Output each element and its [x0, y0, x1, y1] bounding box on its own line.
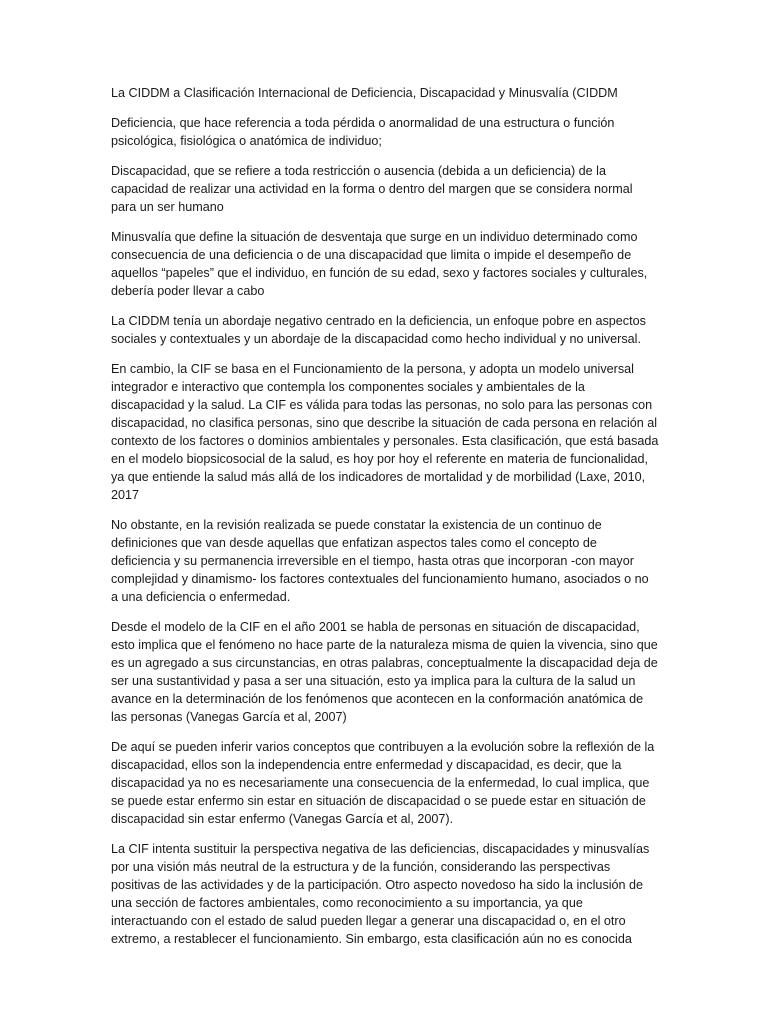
paragraph-cif-funcionamiento: En cambio, la CIF se basa en el Funcionamiento de la persona, y adopta un modelo universal integrador e interactivo que contempla los componentes sociales y ambientales de la discapacidad y la salud. La CIF es válida para todas las personas, no solo para las personas con discapacidad, no clasifica personas, sino que describe la situación de cada persona en relación al contexto de los factores o dominios ambientales y personales. Esta clasificación, que está basada en el modelo biopsicosocial de la salud, es hoy por hoy el referente en materia de funcionalidad, ya que entiende la salud más allá de los indicadores de mortalidad y de morbilidad (Laxe, 2010, 2017 [111, 362, 659, 502]
paragraph-ciddm-abordaje: La CIDDM tenía un abordaje negativo centrado en la deficiencia, un enfoque pobre en aspectos sociales y contextuales y un abordaje de la discapacidad como hecho individual y no universal. [111, 314, 646, 346]
paragraph-discapacidad: Discapacidad, que se refiere a toda restricción o ausencia (debida a un deficiencia) de la capacidad de realizar una actividad en la forma o dentro del margen que se considera normal para un ser humano [111, 164, 633, 214]
paragraph-conceptos: De aquí se pueden inferir varios conceptos que contribuyen a la evolución sobre la reflexión de la discapacidad, ellos son la independencia entre enfermedad y discapacidad, es decir, que la discapacidad ya no es necesariamente una consecuencia de la enfermedad, lo cual implica, que se puede estar enfermo sin estar en situación de discapacidad o se puede estar en situación de discapacidad sin estar enfermo (Vanegas García et al, 2007). [111, 740, 655, 826]
paragraph-modelo-cif-2001: Desde el modelo de la CIF en el año 2001 se habla de personas en situación de discapacidad, esto implica que el fenómeno no hace parte de la naturaleza misma de quien la vivencia, sino que es un agregado a sus circunstancias, en otras palabras, conceptualmente la discapacidad deja de ser una sustantividad y pasa a ser una situación, esto ya implica para la cultura de la salud un avance en la determinación de los fenómenos que acontecen en la conformación anatómica de las personas (Vanegas García et al, 2007) [111, 620, 658, 724]
document-body [111, 84, 659, 960]
paragraph-minusvalia: Minusvalía que define la situación de desventaja que surge en un individuo determinado como consecuencia de una deficiencia o de una discapacidad que limita o impide el desempeño de aquellos “papeles” que el individuo, en función de su edad, sexo y factores sociales y culturales, debería poder llevar a cabo [111, 230, 648, 298]
paragraph-cif-perspectiva: La CIF intenta sustituir la perspectiva negativa de las deficiencias, discapacidades y minusvalías por una visión más neutral de la estructura y de la función, considerando las perspectivas positivas de las actividades y de la participación. Otro aspecto novedoso ha sido la inclusión de una sección de factores ambientales, como reconocimiento a su importancia, ya que interactuando con el estado de salud pueden llegar a generar una discapacidad o, en el otro extremo, a restablecer el funcionamiento. Sin embargo, esta clasificación aún no es conocida [111, 842, 650, 946]
document-title: La CIDDM a Clasificación Internacional de Deficiencia, Discapacidad y Minusvalía (CIDDM [111, 86, 618, 100]
paragraph-no-obstante: No obstante, en la revisión realizada se puede constatar la existencia de un continuo de definiciones que van desde aquellas que enfatizan aspectos tales como el concepto de deficiencia y su permanencia irreversible en el tiempo, hasta otras que incorporan -con mayor complejidad y dinamismo- los factores contextuales del funcionamiento humano, asociados o no a una deficiencia o enfermedad. [111, 518, 649, 604]
paragraph-deficiencia: Deficiencia, que hace referencia a toda pérdida o anormalidad de una estructura o función psicológica, fisiológica o anatómica de individuo; [111, 116, 615, 148]
